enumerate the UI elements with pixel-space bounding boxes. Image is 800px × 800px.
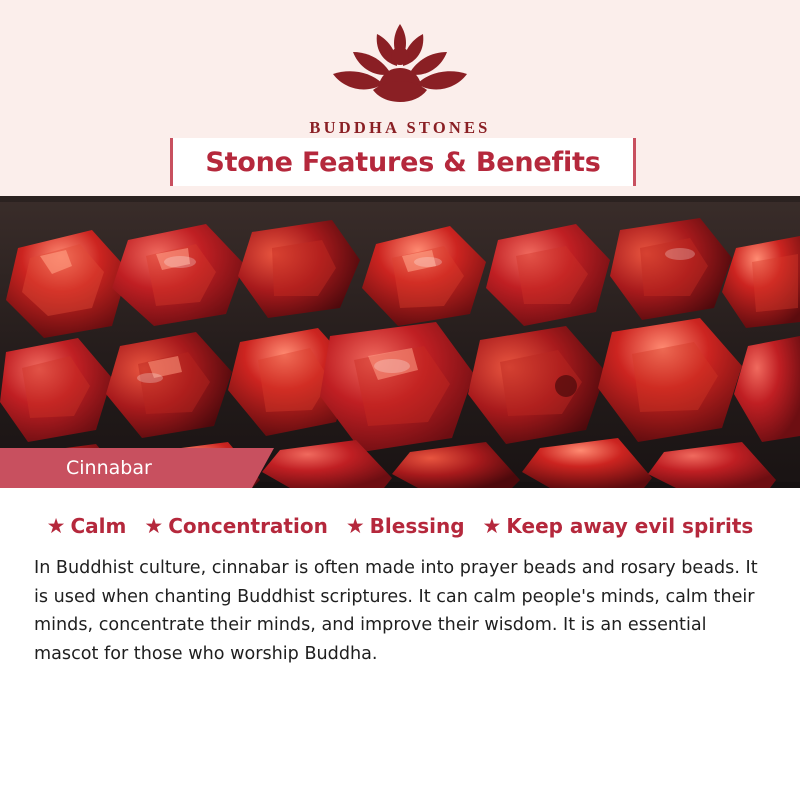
- benefits-list: [0, 488, 800, 538]
- star-icon: ★: [482, 513, 502, 538]
- benefit-label: Blessing: [369, 514, 465, 538]
- page-title-text: Stone Features & Benefits: [205, 146, 601, 178]
- benefit-label: Concentration: [168, 514, 328, 538]
- description-text: In Buddhist culture, cinnabar is often made into prayer beads and rosary beads. It is used when chanting Buddhist scriptures. It can calm people's minds, calm their minds, concentrate their minds, and improve their wisdom. It is an essential mascot for those who worship Buddha.: [34, 558, 758, 664]
- content-section: [0, 488, 800, 800]
- star-icon: ★: [46, 513, 66, 538]
- brand-name: BUDDHA STONES: [309, 118, 491, 137]
- benefit-label: Keep away evil spirits: [506, 514, 754, 538]
- star-icon: ★: [345, 513, 365, 538]
- benefit-item: [483, 514, 754, 538]
- brand-logo: [0, 18, 800, 138]
- header: [0, 0, 800, 196]
- hero-caption: [0, 448, 152, 488]
- benefit-label: Calm: [70, 514, 127, 538]
- benefit-item: [47, 514, 127, 538]
- lotus-meditation-icon: [325, 18, 475, 114]
- benefit-item: [144, 514, 327, 538]
- star-icon: ★: [144, 513, 164, 538]
- hero-caption-label: Cinnabar: [66, 457, 152, 479]
- benefit-item: [346, 514, 465, 538]
- page-title: [170, 138, 636, 186]
- hero-image: [0, 196, 800, 488]
- cinnabar-stones-illustration: [0, 196, 800, 488]
